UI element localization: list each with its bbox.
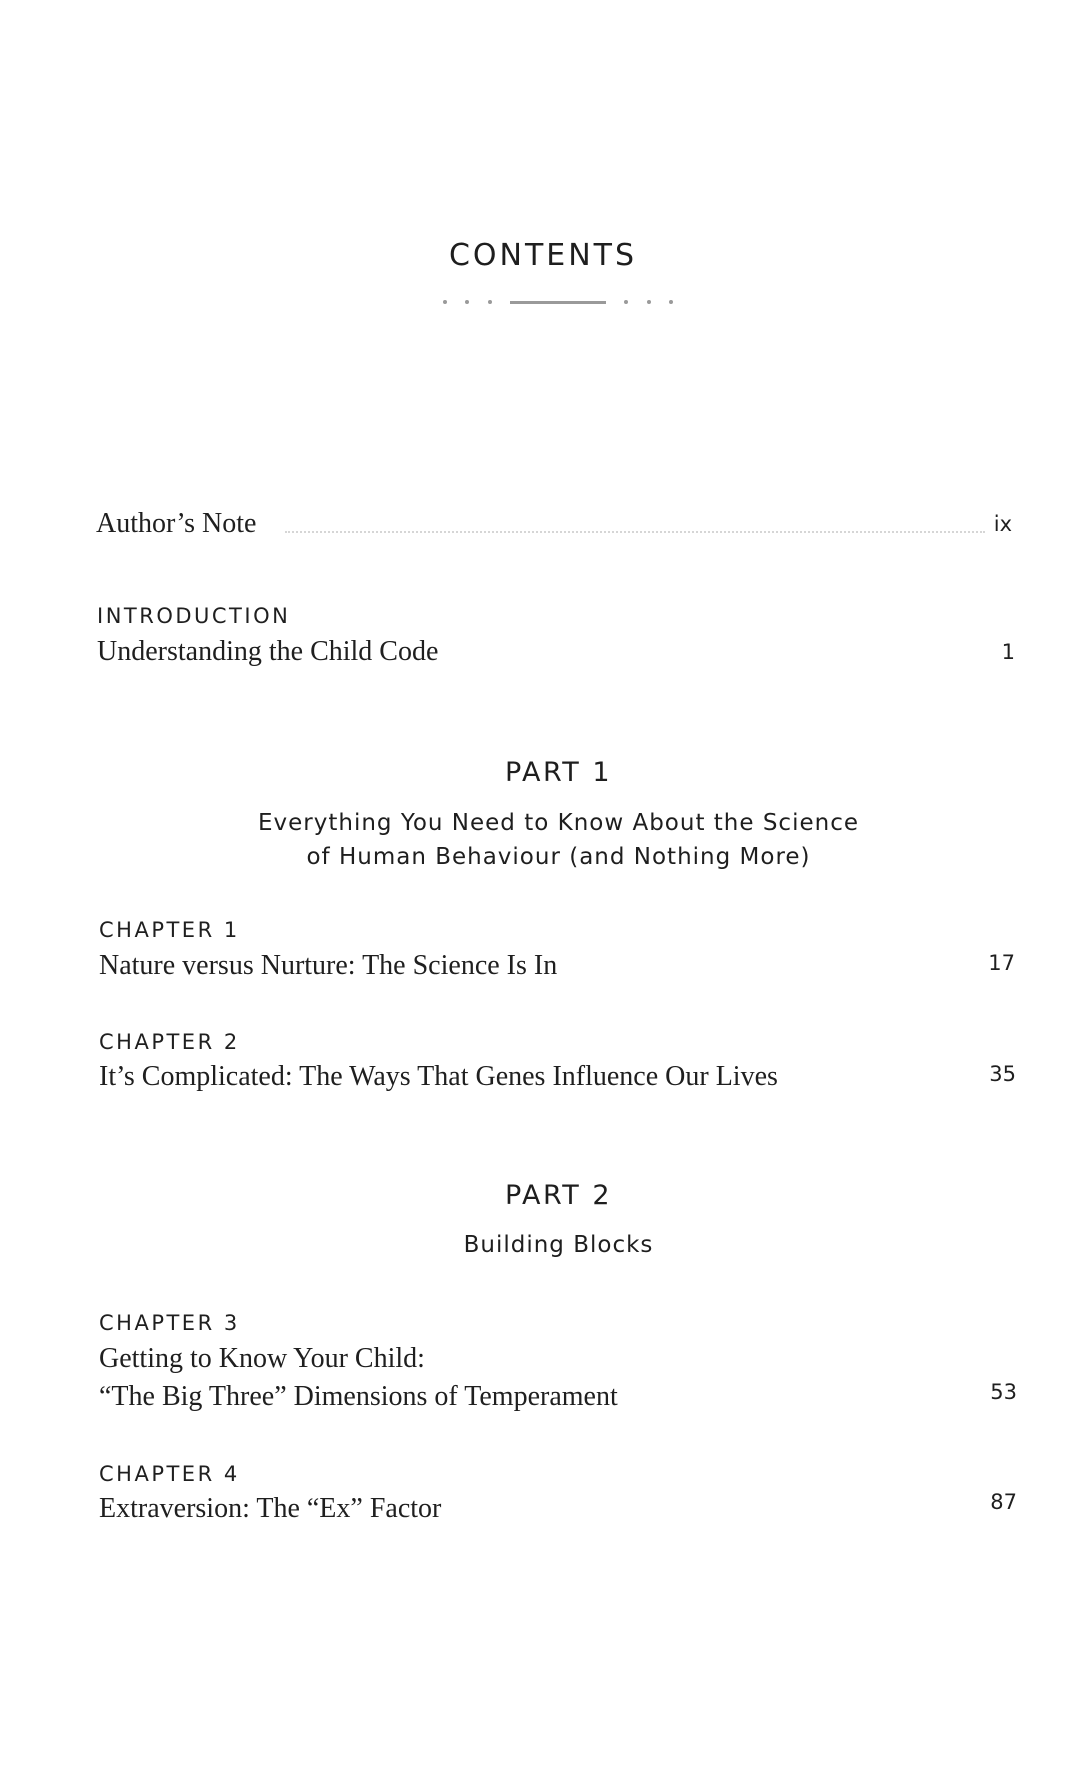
ornament-dot xyxy=(443,300,447,304)
page-number: 1 xyxy=(1001,640,1015,664)
entry-title: It’s Complicated: The Ways That Genes Influence Our Lives xyxy=(99,1061,778,1092)
entry-title: Nature versus Nurture: The Science Is In xyxy=(99,950,558,981)
part-subtitle: Building Blocks xyxy=(463,1232,654,1258)
section-label: INTRODUCTION xyxy=(97,604,291,628)
part-subtitle-line2: of Human Behaviour (and Nothing More) xyxy=(306,844,811,870)
dot-leader xyxy=(285,531,985,533)
part-subtitle-line1: Everything You Need to Know About the Science xyxy=(258,810,859,836)
page-title: CONTENTS xyxy=(448,238,638,273)
part-label: PART 1 xyxy=(504,757,613,788)
ornament-dot xyxy=(465,300,469,304)
page-number: ix xyxy=(993,512,1012,536)
ornament-dot xyxy=(624,300,628,304)
chapter-label: CHAPTER 4 xyxy=(99,1462,240,1486)
entry-title: Extraversion: The “Ex” Factor xyxy=(99,1493,442,1524)
entry-title-line2: “The Big Three” Dimensions of Temperament xyxy=(99,1381,618,1412)
page-number: 17 xyxy=(988,951,1015,975)
chapter-label: CHAPTER 2 xyxy=(99,1030,240,1054)
ornament-dash xyxy=(510,301,606,304)
ornament-dot xyxy=(647,300,651,304)
page-number: 53 xyxy=(990,1380,1017,1404)
ornament-dot xyxy=(669,300,673,304)
entry-title: Understanding the Child Code xyxy=(97,636,439,667)
part-label: PART 2 xyxy=(504,1180,613,1211)
page-number: 87 xyxy=(990,1490,1017,1514)
entry-title: Author’s Note xyxy=(96,508,257,539)
chapter-label: CHAPTER 3 xyxy=(99,1311,240,1335)
entry-title-line1: Getting to Know Your Child: xyxy=(99,1343,425,1374)
page-number: 35 xyxy=(989,1062,1016,1086)
ornament-dot xyxy=(488,300,492,304)
ornamental-divider-icon xyxy=(443,298,673,306)
chapter-label: CHAPTER 1 xyxy=(99,918,240,942)
